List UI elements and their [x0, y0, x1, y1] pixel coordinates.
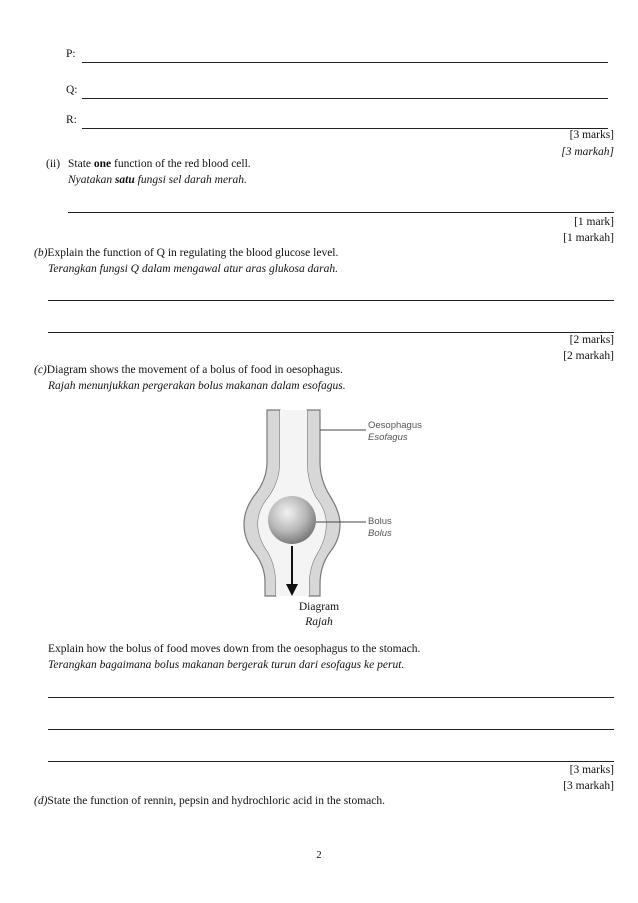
question-ii-text-en: State one function of the red blood cell. [68, 158, 251, 170]
marks-b-en: [2 marks] [569, 334, 614, 346]
answer-label-q: Q: [66, 84, 78, 96]
marks-b-ms: [2 markah] [563, 350, 614, 362]
marks-a-ms: [3 markah] [561, 146, 614, 158]
label-bolus-ms: Bolus [368, 528, 392, 539]
answer-label-r: R: [66, 114, 77, 126]
answer-line-ii[interactable] [68, 212, 614, 213]
marks-ii-en: [1 mark] [574, 216, 614, 228]
marks-c-ms: [3 markah] [563, 780, 614, 792]
answer-line-b-2[interactable] [48, 332, 614, 333]
answer-line-c-3[interactable] [48, 761, 614, 762]
answer-line-c-2[interactable] [48, 729, 614, 730]
answer-line-c-1[interactable] [48, 697, 614, 698]
marks-a-en: [3 marks] [569, 129, 614, 141]
diagram-caption-en: Diagram [298, 601, 340, 613]
bolus [268, 496, 316, 544]
diagram-caption-ms: Rajah [305, 616, 333, 628]
question-b: (b)Explain the function of Q in regulating the blood glucose level. [34, 247, 339, 259]
question-c: (c)Diagram shows the movement of a bolus of food in oesophagus. [34, 364, 343, 376]
page-number: 2 [316, 850, 322, 861]
question-c2-text-ms: Terangkan bagaimana bolus makanan bergerak turun dari esofagus ke perut. [48, 659, 405, 671]
question-c-text-ms: Rajah menunjukkan pergerakan bolus makanan dalam esofagus. [48, 380, 346, 392]
question-c2-text-en: Explain how the bolus of food moves down from the oesophagus to the stomach. [48, 643, 421, 655]
label-bolus-en: Bolus [368, 516, 392, 527]
marks-c-en: [3 marks] [569, 764, 614, 776]
label-oesophagus-ms: Esofagus [368, 432, 408, 443]
question-b-text-ms: Terangkan fungsi Q dalam mengawal atur aras glukosa darah. [48, 263, 338, 275]
question-ii-number: (ii) [46, 158, 61, 170]
answer-line-q[interactable] [82, 98, 608, 99]
marks-ii-ms: [1 markah] [563, 232, 614, 244]
answer-line-p[interactable] [82, 62, 608, 63]
label-oesophagus-en: Oesophagus [368, 420, 422, 431]
question-d: (d)State the function of rennin, pepsin and hydrochloric acid in the stomach. [34, 795, 385, 807]
answer-line-b-1[interactable] [48, 300, 614, 301]
answer-line-r[interactable] [82, 128, 608, 129]
question-ii-text-ms: Nyatakan satu fungsi sel darah merah. [68, 174, 247, 186]
answer-label-p: P: [66, 48, 76, 60]
